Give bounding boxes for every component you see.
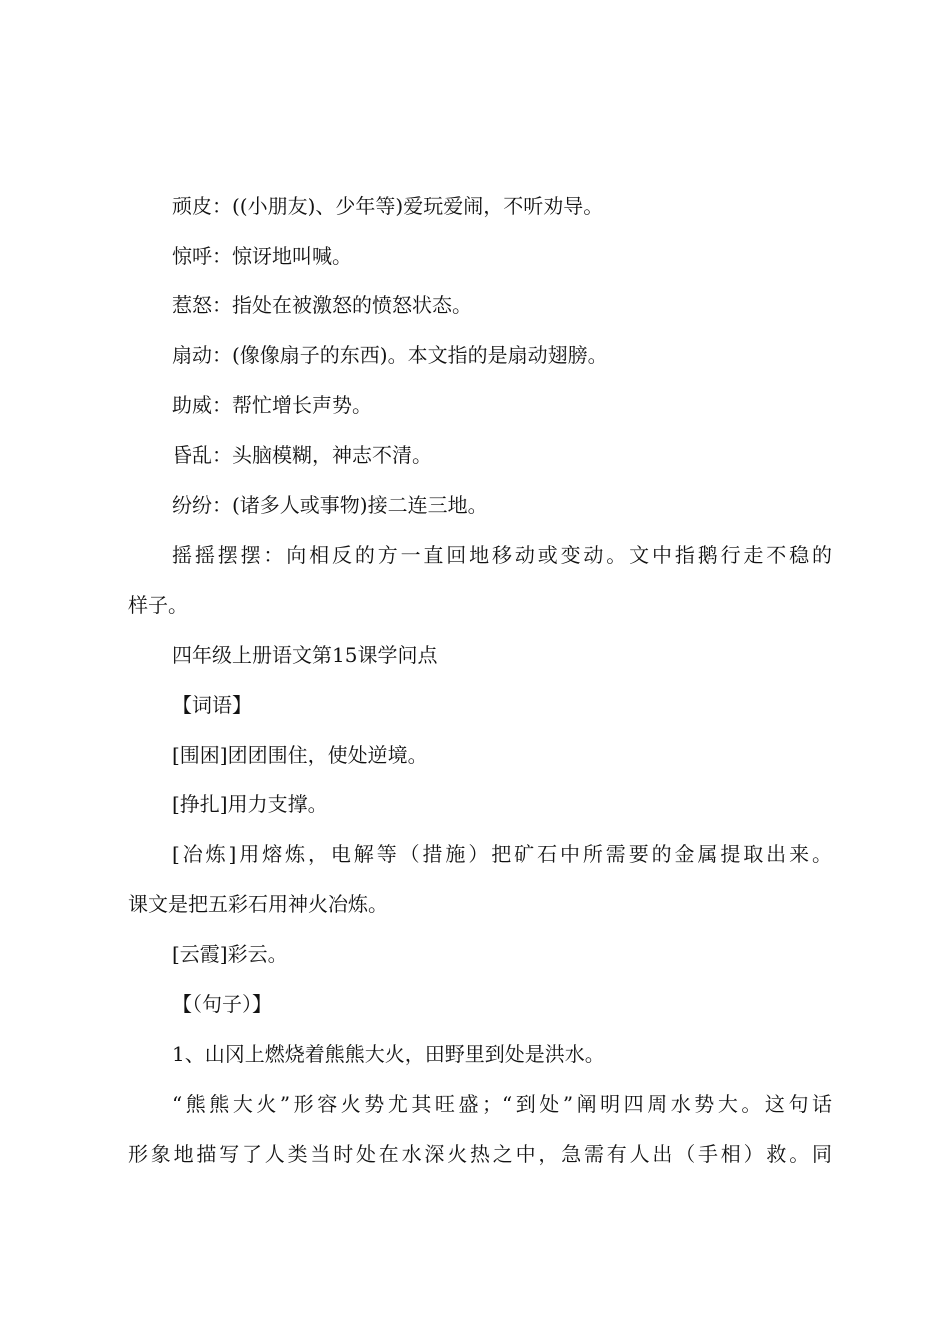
section-title: 四年级上册语文第15课学问点 [172, 643, 438, 667]
definition-yaoyao-line2: 样子。 [128, 593, 188, 617]
word-yelian-line1: [冶炼]用熔炼，电解等（措施）把矿石中所需要的金属提取出来。 [172, 842, 832, 866]
word-weikun: [围困]团团围住，使处逆境。 [172, 743, 428, 767]
word-zhengzha: [挣扎]用力支撑。 [172, 792, 328, 816]
definition-renu: 惹怒：指处在被激怒的愤怒状态。 [172, 293, 472, 317]
definition-fenfen: 纷纷：(诸多人或事物)接二连三地。 [172, 493, 488, 517]
definition-shandong: 扇动：(像像扇子的东西)。本文指的是扇动翅膀。 [172, 343, 608, 367]
definition-hunluan: 昏乱：头脑模糊，神志不清。 [172, 443, 432, 467]
definition-wanpi: 顽皮：((小朋友)、少年等)爱玩爱闹，不听劝导。 [172, 194, 604, 218]
sentence-1: 1、山冈上燃烧着熊熊大火，田野里到处是洪水。 [172, 1042, 605, 1066]
word-yunxia: [云霞]彩云。 [172, 942, 288, 966]
definition-jinghu: 惊呼：惊讶地叫喊。 [172, 244, 352, 268]
analysis-line2: 形象地描写了人类当时处在水深火热之中，急需有人出（手相）救。同 [128, 1142, 832, 1166]
definition-yaoyao-line1: 摇摇摆摆：向相反的方一直回地移动或变动。文中指鹅行走不稳的 [172, 543, 832, 567]
analysis-line1: “熊熊大火”形容火势尤其旺盛；“到处”阐明四周水势大。这句话 [172, 1092, 832, 1116]
sentence-heading: 【（句子）】 [172, 992, 272, 1016]
words-heading: 【词语】 [172, 693, 252, 717]
definition-zhuwei: 助威：帮忙增长声势。 [172, 393, 372, 417]
word-yelian-line2: 课文是把五彩石用神火冶炼。 [128, 892, 388, 916]
